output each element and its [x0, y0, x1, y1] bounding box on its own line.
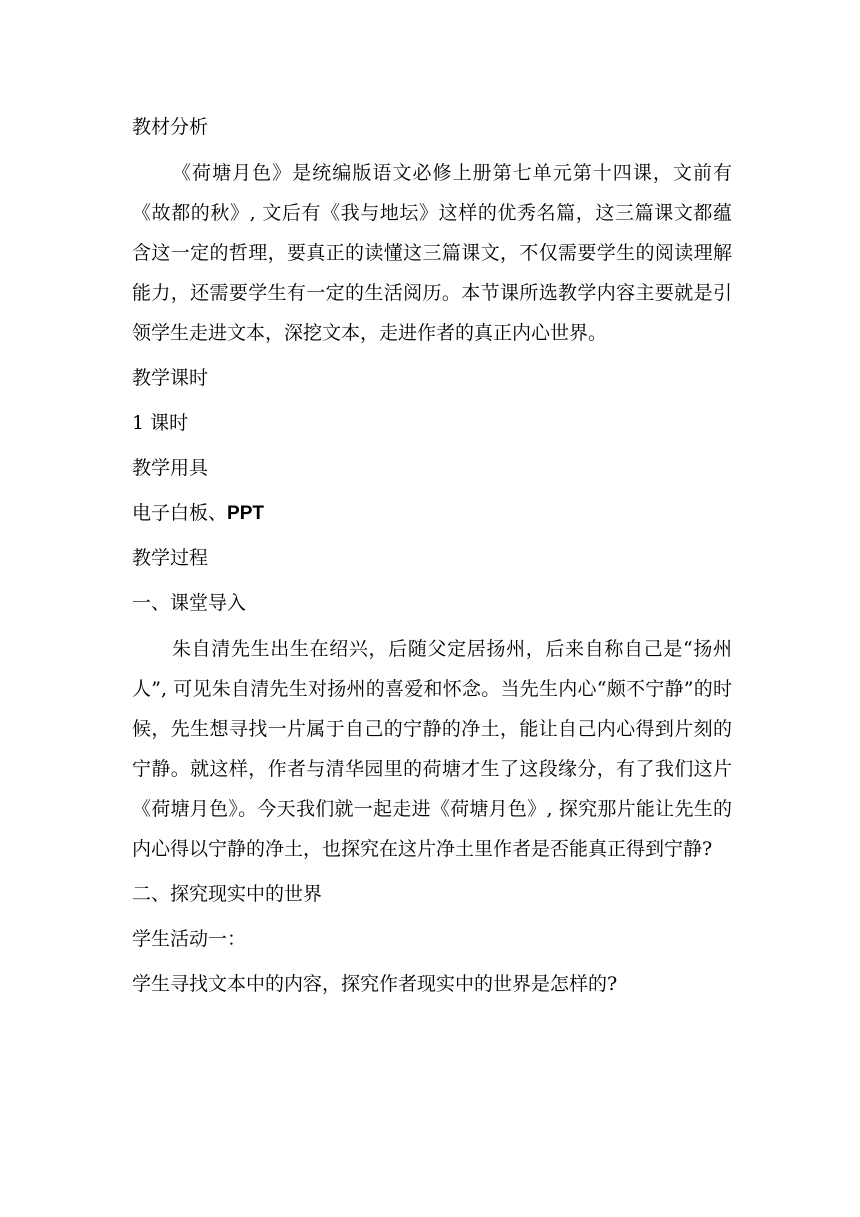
teaching-tools-value — [132, 494, 732, 533]
heading-teaching-tools: 教学用具 — [132, 457, 209, 479]
activity-1-label: 学生活动一： — [132, 928, 247, 950]
section-1-title: 一、课堂导入 — [132, 592, 247, 614]
activity-1-text: 学生寻找文本中的内容，探究作者现实中的世界是怎样的? — [132, 973, 618, 995]
paragraph-teaching-analysis: 《荷塘月色》是统编版语文必修上册第七单元第十四课，文前有《故都的秋》, 文后有《我与地坛》这样的优秀名篇，这三篇课文都蕴含这一定的哲理，要真正的读懂这三篇课文，不仅需要学生的阅读理解能力，还需要学生有一定的生活阅历。本节课所选教学内容主要就是引领学生走进文本，深挖文本，走进作者的真正内心世界。 — [132, 162, 732, 344]
teaching-period-value: 1 课时 — [132, 412, 189, 434]
section-2-title: 二、探究现实中的世界 — [132, 883, 323, 905]
heading-teaching-process: 教学过程 — [132, 547, 209, 569]
paragraph-intro: 朱自清先生出生在绍兴，后随父定居扬州，后来自称自己是“扬州人”, 可见朱自清先生对扬州的喜爱和怀念。当先生内心“颇不宁静”的时候，先生想寻找一片属于自己的宁静的净土，能让自己内心得到片刻的宁静。就这样，作者与清华园里的荷塘才生了这段缘分，有了我们这片《荷塘月色》。今天我们就一起走进《荷塘月色》, 探究那片能让先生的内心得以宁静的净土，也探究在这片净土里作者是否能真正得到宁静? — [132, 638, 732, 860]
heading-teaching-analysis: 教材分析 — [132, 116, 209, 138]
teaching-tools-cn: 电子白板、 — [132, 502, 228, 524]
teaching-tools-ppt: PPT — [227, 503, 264, 524]
document-body — [132, 108, 732, 1004]
heading-teaching-period: 教学课时 — [132, 367, 209, 389]
